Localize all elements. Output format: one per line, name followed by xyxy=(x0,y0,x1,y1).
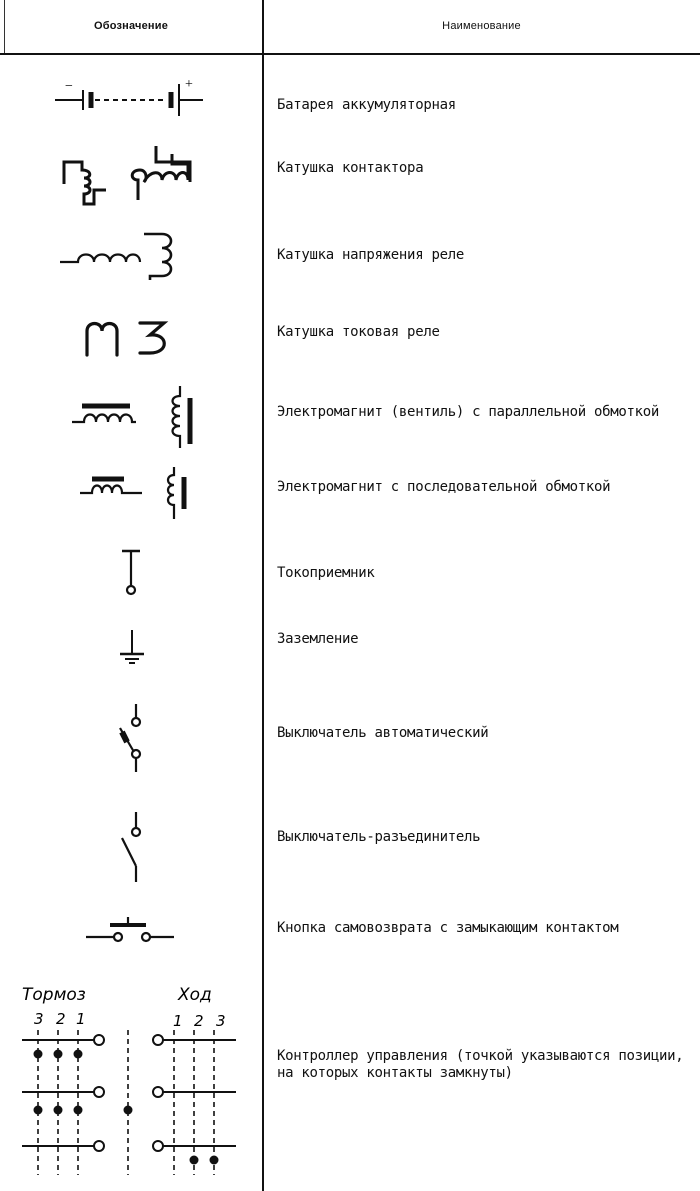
row-name-contactor-coil: Катушка контактора xyxy=(277,160,424,176)
series-electromagnet-symbol-icon xyxy=(78,463,193,523)
battery-plus-label: + xyxy=(185,77,193,92)
header-name: Наименование xyxy=(442,20,521,32)
brake-label: Тормоз xyxy=(22,985,86,1005)
travel-position-2: 2 xyxy=(194,1012,204,1030)
controller-diagram-symbol-icon xyxy=(18,980,243,1180)
row-name-voltage-relay-coil: Катушка напряжения реле xyxy=(277,247,464,263)
brake-position-2: 2 xyxy=(56,1010,66,1028)
header-symbol: Обозначение xyxy=(93,20,169,32)
row-name-grounding: Заземление xyxy=(277,631,359,647)
travel-position-1: 1 xyxy=(173,1012,183,1030)
row-name-battery: Батарея аккумуляторная xyxy=(277,97,456,113)
current-collector-symbol-icon xyxy=(120,547,144,599)
brake-position-1: 1 xyxy=(76,1010,86,1028)
row-name-current-collector: Токоприемник xyxy=(277,565,375,581)
header-divider xyxy=(0,53,700,55)
row-name-current-relay-coil: Катушка токовая реле xyxy=(277,324,440,340)
disconnector-symbol-icon xyxy=(116,810,152,885)
row-name-parallel-electromagnet: Электромагнит (вентиль) с параллельной обмоткой xyxy=(277,404,660,420)
row-name-controller: Контроллер управления (точкой указываются позиции, на которых контакты замкнуты) xyxy=(277,1048,684,1081)
current-relay-coil-symbol-icon xyxy=(84,317,184,359)
column-divider xyxy=(262,0,264,1191)
brake-position-3: 3 xyxy=(34,1010,44,1028)
circuit-breaker-symbol-icon xyxy=(114,702,154,777)
contactor-coil-symbol-icon xyxy=(60,142,195,212)
row-name-disconnector: Выключатель-разъединитель xyxy=(277,829,481,845)
parallel-electromagnet-symbol-icon xyxy=(70,382,200,452)
ground-symbol-icon xyxy=(118,628,146,668)
push-button-symbol-icon xyxy=(84,915,176,951)
row-name-series-electromagnet: Электромагнит с последовательной обмоткой xyxy=(277,479,611,495)
travel-label: Ход xyxy=(178,985,212,1005)
travel-position-3: 3 xyxy=(216,1012,226,1030)
row-name-circuit-breaker: Выключатель автоматический xyxy=(277,725,489,741)
battery-symbol-icon xyxy=(55,78,205,118)
row-name-push-button: Кнопка самовозврата с замыкающим контактом xyxy=(277,920,619,936)
voltage-relay-coil-symbol-icon xyxy=(58,228,183,288)
battery-minus-label: − xyxy=(65,79,73,94)
